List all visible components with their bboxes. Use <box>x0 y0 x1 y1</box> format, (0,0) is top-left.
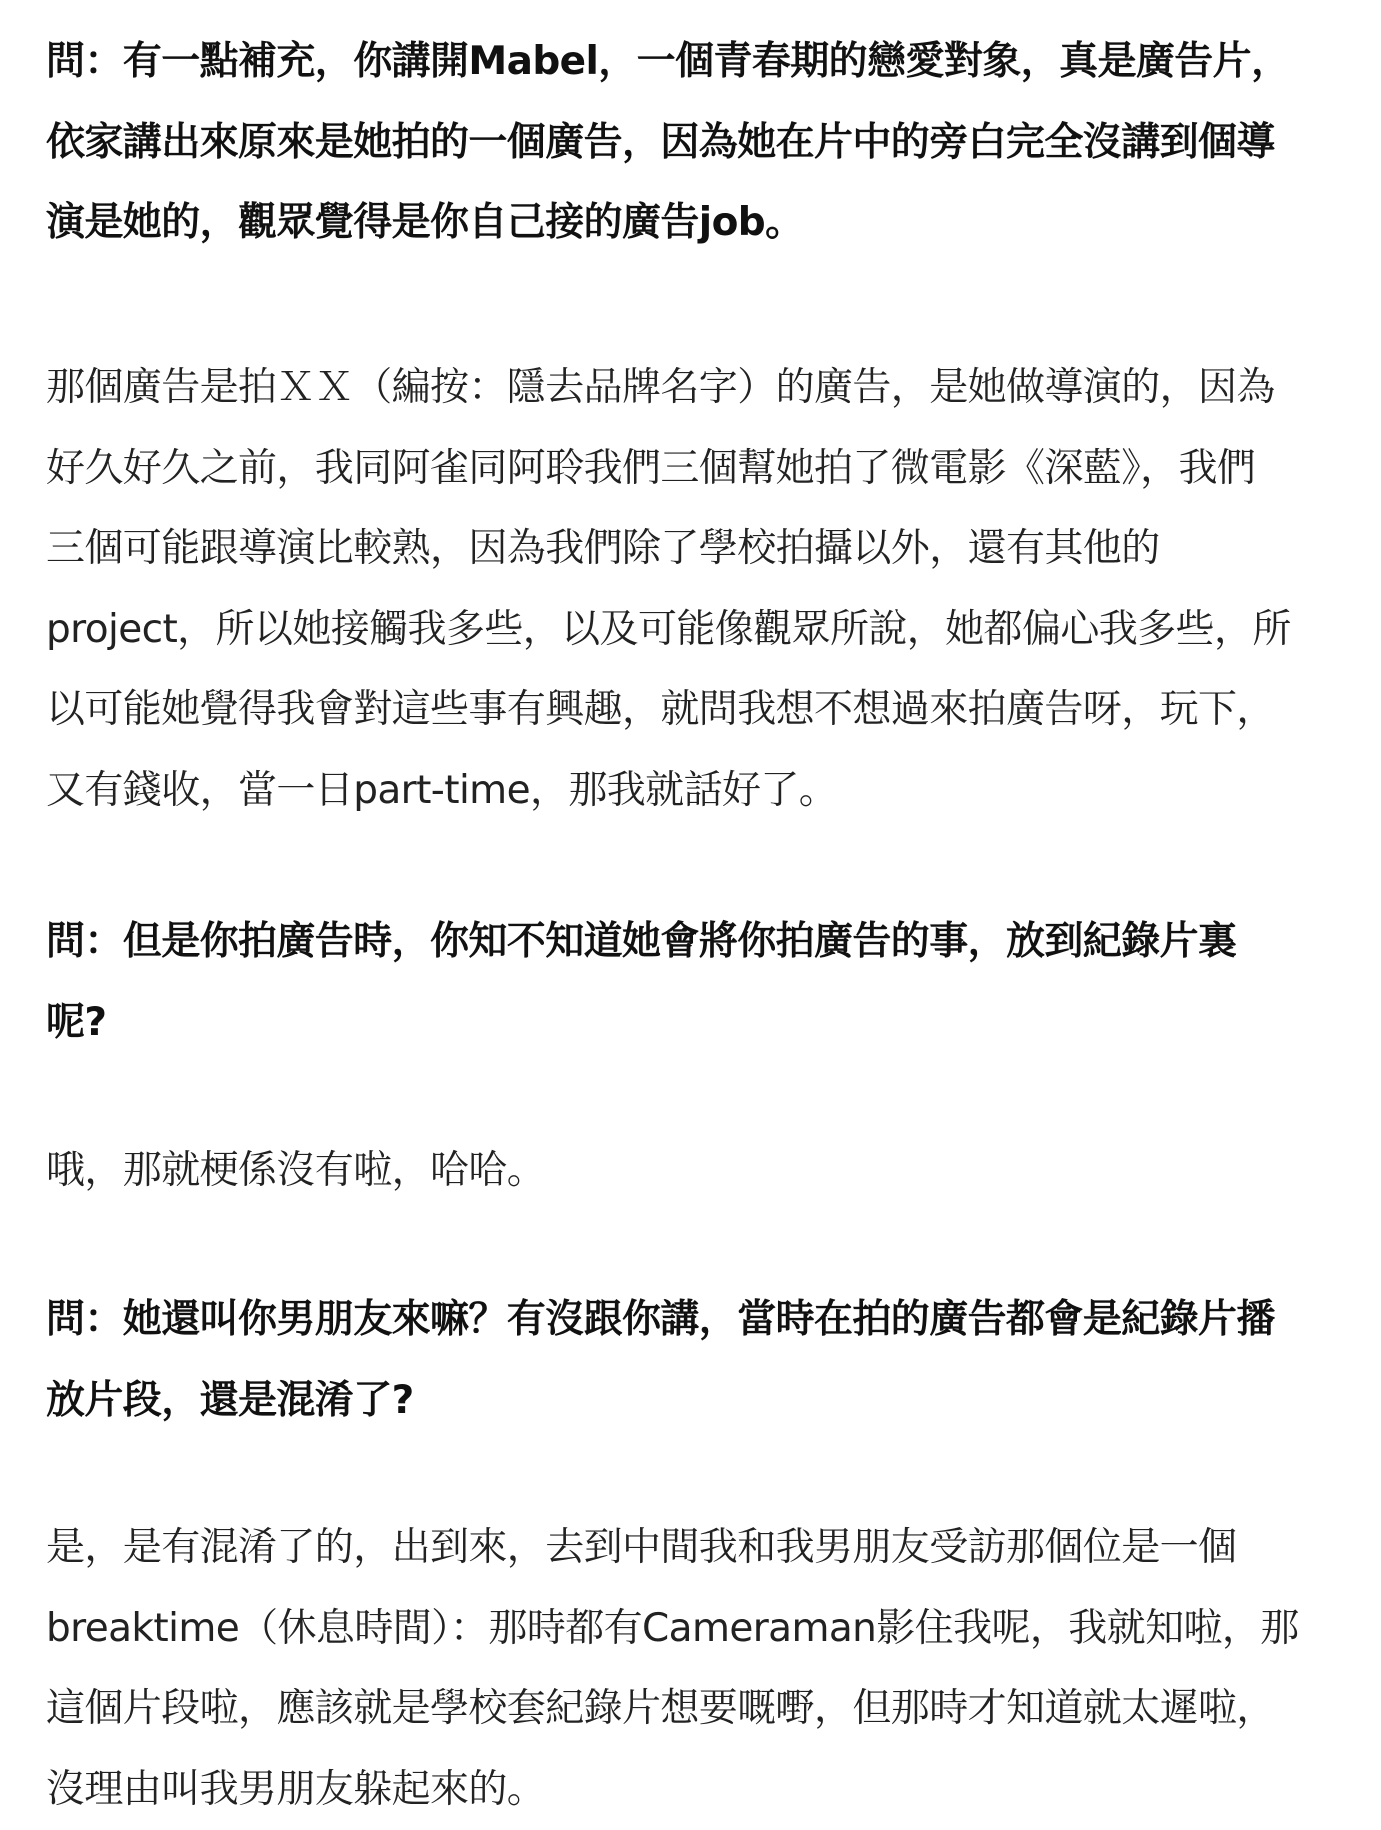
text-line: 以可能她覺得我會對這些事有興趣，就問我想不想過來拍廣告呀，玩下， <box>46 687 1275 732</box>
question-paragraph <box>46 22 1289 264</box>
text-line: 是，是有混淆了的，出到來，去到中間我和我男朋友受訪那個位是一個 <box>46 1525 1237 1570</box>
text-line: 沒理由叫我男朋友躲起來的。 <box>46 1766 546 1812</box>
text-line: 這個片段啦，應該就是學校套紀錄片想要嘅嘢，但那時才知道就太遲啦， <box>46 1686 1275 1731</box>
text-line: 呢? <box>46 999 107 1045</box>
text-line: 三個可能跟導演比較熟，因為我們除了學校拍攝以外，還有其他的 <box>46 526 1160 571</box>
text-line: 問：她還叫你男朋友來嘛？有沒跟你講，當時在拍的廣告都會是紀錄片播 <box>46 1297 1275 1342</box>
text-line: 演是她的，觀眾覺得是你自己接的廣告job。 <box>46 200 804 245</box>
text-line: 又有錢收，當一日part-time，那我就話好了。 <box>46 767 838 813</box>
answer-paragraph <box>46 1131 545 1212</box>
text-line: breaktime（休息時間）：那時都有Cameraman影住我呢，我就知啦，那 <box>46 1605 1299 1651</box>
text-line: 好久好久之前，我同阿雀同阿聆我們三個幫她拍了微電影《深藍》，我們 <box>46 445 1256 491</box>
text-line: 哦，那就梗係沒有啦，哈哈。 <box>46 1148 546 1193</box>
answer-paragraph <box>46 1508 1299 1830</box>
question-paragraph <box>46 1280 1275 1441</box>
text-line: project，所以她接觸我多些，以及可能像觀眾所說，她都偏心我多些，所 <box>46 606 1291 652</box>
text-line: 那個廣告是拍ＸＸ（編按：隱去品牌名字）的廣告，是她做導演的，因為 <box>46 365 1275 410</box>
text-line: 放片段，還是混淆了? <box>46 1377 414 1423</box>
answer-paragraph <box>46 348 1291 831</box>
text-line: 問：有一點補充，你講開Mabel，一個青春期的戀愛對象，真是廣告片， <box>46 39 1290 84</box>
text-line: 依家講出來原來是她拍的一個廣告，因為她在片中的旁白完全沒講到個導 <box>46 119 1275 165</box>
question-paragraph <box>46 902 1236 1063</box>
text-line: 問：但是你拍廣告時，你知不知道她會將你拍廣告的事，放到紀錄片裏 <box>46 919 1237 964</box>
